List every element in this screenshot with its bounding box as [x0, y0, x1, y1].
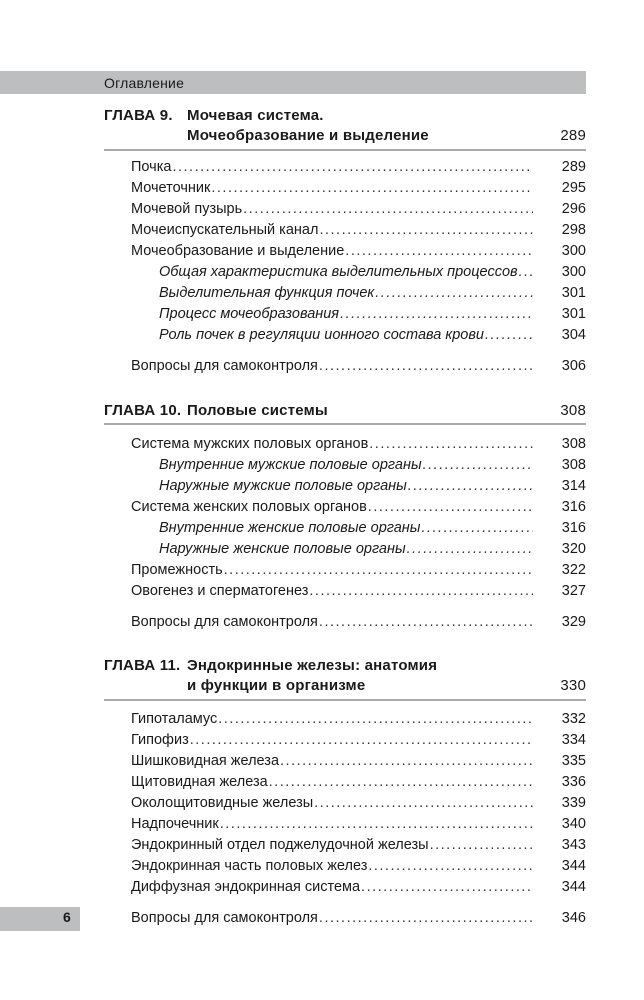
toc-entry-questions[interactable]: Вопросы для самоконтроля ..... 329 — [131, 612, 586, 633]
toc-entry[interactable]: Надпочечник ..... 340 — [131, 814, 586, 835]
toc-entry-questions[interactable]: Вопросы для самоконтроля ..... 346 — [131, 908, 586, 929]
chapter-title-line: Мочеобразование и выделение — [187, 127, 429, 144]
chapter-title-line: Мочевая система. — [187, 107, 324, 124]
toc-entry[interactable]: Система женских половых органов ..... 316 — [131, 497, 586, 518]
toc-entry[interactable]: Мочеиспускательный канал ..... 298 — [131, 220, 586, 241]
chapter-rule — [104, 149, 586, 151]
toc-entry[interactable]: Эндокринный отдел поджелудочной железы ..... 343 — [131, 835, 586, 856]
toc-entry[interactable]: Эндокринная часть половых желез ..... 344 — [131, 856, 586, 877]
toc-entry-questions[interactable]: Вопросы для самоконтроля ..... 306 — [131, 356, 586, 377]
chapter-page: 289 — [560, 127, 586, 144]
toc-entry[interactable]: Овогенез и сперматогенез ..... 327 — [131, 581, 586, 602]
toc-subentry[interactable]: Выделительная функция почек ..... 301 — [159, 283, 586, 304]
toc-entry[interactable]: Гипофиз ..... 334 — [131, 730, 586, 751]
toc-subentry[interactable]: Общая характеристика выделительных процессов ..... 300 — [159, 262, 586, 283]
toc-entry[interactable]: Околощитовидные железы ..... 339 — [131, 793, 586, 814]
toc-entry[interactable]: Почка ..... 289 — [131, 157, 586, 178]
section-title: Оглавление — [104, 75, 185, 91]
toc-entry[interactable]: Диффузная эндокринная система ..... 344 — [131, 877, 586, 898]
toc-subentry[interactable]: Внутренние женские половые органы ..... 316 — [159, 518, 586, 539]
header-band — [0, 71, 586, 94]
toc-subentry[interactable]: Роль почек в регуляции ионного состава крови ..... 304 — [159, 325, 586, 346]
toc-entry[interactable]: Шишковидная железа ..... 335 — [131, 751, 586, 772]
chapter-page: 308 — [560, 402, 586, 419]
toc-subentry[interactable]: Внутренние мужские половые органы ..... 308 — [159, 455, 586, 476]
chapter-rule — [104, 699, 586, 701]
chapter-number: ГЛАВА 9. — [104, 107, 173, 124]
toc-entry[interactable]: Промежность ..... 322 — [131, 560, 586, 581]
chapter-rule — [104, 423, 586, 425]
toc-subentry[interactable]: Наружные женские половые органы ..... 320 — [159, 539, 586, 560]
chapter-title-line: Эндокринные железы: анатомия — [187, 657, 438, 674]
toc-entry[interactable]: Мочеточник ..... 295 — [131, 178, 586, 199]
page-number: 6 — [63, 909, 71, 925]
toc-subentry[interactable]: Процесс мочеобразования ..... 301 — [159, 304, 586, 325]
toc-entry[interactable]: Мочеобразование и выделение ..... 300 — [131, 241, 586, 262]
chapter-10-heading[interactable] — [104, 401, 586, 421]
chapter-title-line: Половые системы — [187, 402, 328, 419]
chapter-page: 330 — [560, 677, 586, 694]
toc-entry[interactable]: Гипоталамус ..... 332 — [131, 709, 586, 730]
chapter-number: ГЛАВА 11. — [104, 657, 181, 674]
toc-entry[interactable]: Мочевой пузырь ..... 296 — [131, 199, 586, 220]
toc-entry[interactable]: Система мужских половых органов ..... 308 — [131, 434, 586, 455]
toc-subentry[interactable]: Наружные мужские половые органы ..... 314 — [159, 476, 586, 497]
chapter-11-heading[interactable] — [104, 656, 586, 696]
toc-entry[interactable]: Щитовидная железа ..... 336 — [131, 772, 586, 793]
chapter-title-line: и функции в организме — [187, 677, 366, 694]
chapter-9-heading[interactable] — [104, 106, 586, 146]
chapter-number: ГЛАВА 10. — [104, 402, 182, 419]
